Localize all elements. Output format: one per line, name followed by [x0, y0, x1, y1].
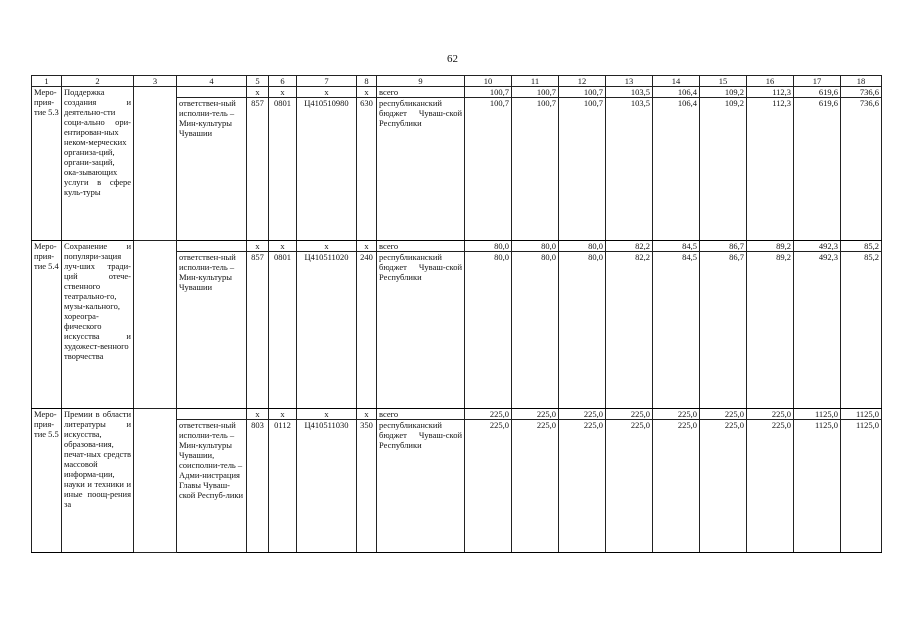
- column-number: 4: [177, 76, 247, 87]
- program-table: [31, 75, 882, 553]
- executor: ответствен-ный исполни-тель – Мин-культуры Чувашии, соисполни-тель – Адми-нистрация Главы Чуваш-ской Респуб-лики: [177, 420, 247, 553]
- amount-cell: 225,0: [747, 409, 794, 420]
- column-number: 10: [465, 76, 512, 87]
- column-number: 16: [747, 76, 794, 87]
- amount-cell: 100,7: [512, 98, 559, 241]
- amount-cell: 1125,0: [794, 420, 841, 553]
- amount-cell: 225,0: [700, 409, 747, 420]
- amount-cell: 1125,0: [841, 409, 882, 420]
- column-number: 13: [606, 76, 653, 87]
- column-number: 7: [297, 76, 357, 87]
- column-number: 1: [32, 76, 62, 87]
- code-cell: x: [247, 409, 269, 420]
- code-cell: 0801: [269, 252, 297, 409]
- code-cell: x: [247, 87, 269, 98]
- code-cell: Ц410510980: [297, 98, 357, 241]
- empty-cell: [134, 409, 177, 553]
- column-number: 14: [653, 76, 700, 87]
- amount-cell: 100,7: [512, 87, 559, 98]
- column-number: 6: [269, 76, 297, 87]
- amount-cell: 225,0: [747, 420, 794, 553]
- amount-cell: 80,0: [465, 241, 512, 252]
- code-cell: x: [357, 409, 377, 420]
- empty-cell: [177, 241, 247, 252]
- measure-number: Меро- прия- тие 5.4: [32, 241, 62, 409]
- funding-source: республиканский бюджет Чуваш-ской Республики: [377, 98, 465, 241]
- code-cell: x: [357, 241, 377, 252]
- column-number: 12: [559, 76, 606, 87]
- amount-cell: 89,2: [747, 241, 794, 252]
- amount-cell: 86,7: [700, 252, 747, 409]
- measure-total-row: [32, 87, 882, 98]
- amount-cell: 225,0: [606, 420, 653, 553]
- amount-cell: 85,2: [841, 252, 882, 409]
- amount-cell: 80,0: [559, 241, 606, 252]
- measure-number: Меро- прия- тие 5.5: [32, 409, 62, 553]
- code-cell: x: [269, 241, 297, 252]
- column-number: 2: [62, 76, 134, 87]
- amount-cell: 84,5: [653, 241, 700, 252]
- measure-total-row: [32, 409, 882, 420]
- amount-cell: 112,3: [747, 98, 794, 241]
- amount-cell: 225,0: [559, 409, 606, 420]
- funding-source: республиканский бюджет Чуваш-ской Республики: [377, 252, 465, 409]
- code-cell: x: [297, 87, 357, 98]
- code-cell: Ц410511030: [297, 420, 357, 553]
- amount-cell: 106,4: [653, 98, 700, 241]
- amount-cell: 112,3: [747, 87, 794, 98]
- amount-cell: 85,2: [841, 241, 882, 252]
- amount-cell: 619,6: [794, 87, 841, 98]
- amount-cell: 225,0: [512, 420, 559, 553]
- amount-cell: 86,7: [700, 241, 747, 252]
- column-number: 18: [841, 76, 882, 87]
- code-cell: Ц410511020: [297, 252, 357, 409]
- funding-source: всего: [377, 409, 465, 420]
- code-cell: x: [269, 409, 297, 420]
- code-cell: 240: [357, 252, 377, 409]
- amount-cell: 82,2: [606, 241, 653, 252]
- amount-cell: 103,5: [606, 98, 653, 241]
- amount-cell: 225,0: [465, 420, 512, 553]
- code-cell: 857: [247, 252, 269, 409]
- code-cell: 857: [247, 98, 269, 241]
- amount-cell: 100,7: [465, 98, 512, 241]
- empty-cell: [177, 87, 247, 98]
- page-number: 62: [447, 53, 458, 65]
- amount-cell: 225,0: [606, 409, 653, 420]
- column-number: 17: [794, 76, 841, 87]
- amount-cell: 492,3: [794, 241, 841, 252]
- amount-cell: 1125,0: [841, 420, 882, 553]
- amount-cell: 225,0: [465, 409, 512, 420]
- amount-cell: 619,6: [794, 98, 841, 241]
- funding-source: всего: [377, 241, 465, 252]
- amount-cell: 82,2: [606, 252, 653, 409]
- measure-name: Сохранение и популяри-зация луч-ших тради-ций отече-ственного театрально-го, музы-кального, хореогра-фического искусства и художест-венного творчества: [62, 241, 134, 409]
- amount-cell: 100,7: [559, 98, 606, 241]
- empty-cell: [134, 87, 177, 241]
- empty-cell: [134, 241, 177, 409]
- amount-cell: 736,6: [841, 87, 882, 98]
- column-number: 15: [700, 76, 747, 87]
- amount-cell: 80,0: [559, 252, 606, 409]
- empty-cell: [177, 409, 247, 420]
- amount-cell: 225,0: [512, 409, 559, 420]
- code-cell: 350: [357, 420, 377, 553]
- amount-cell: 100,7: [559, 87, 606, 98]
- code-cell: x: [297, 409, 357, 420]
- executor: ответствен-ный исполни-тель – Мин-культуры Чувашии: [177, 98, 247, 241]
- measure-total-row: [32, 241, 882, 252]
- column-number: 5: [247, 76, 269, 87]
- amount-cell: 103,5: [606, 87, 653, 98]
- code-cell: 0112: [269, 420, 297, 553]
- amount-cell: 109,2: [700, 87, 747, 98]
- measure-name: Премии в области литературы и искусства, образова-ния, печат-ных средств массовой информа-ции, науки и техники и иные поощ-рения за: [62, 409, 134, 553]
- amount-cell: 1125,0: [794, 409, 841, 420]
- code-cell: 630: [357, 98, 377, 241]
- column-number: 8: [357, 76, 377, 87]
- amount-cell: 84,5: [653, 252, 700, 409]
- code-cell: 0801: [269, 98, 297, 241]
- amount-cell: 225,0: [653, 409, 700, 420]
- amount-cell: 109,2: [700, 98, 747, 241]
- code-cell: x: [247, 241, 269, 252]
- amount-cell: 80,0: [465, 252, 512, 409]
- funding-source: всего: [377, 87, 465, 98]
- amount-cell: 106,4: [653, 87, 700, 98]
- measure-number: Меро- прия- тие 5.3: [32, 87, 62, 241]
- code-cell: 803: [247, 420, 269, 553]
- column-number-row: [32, 76, 882, 87]
- column-number: 9: [377, 76, 465, 87]
- column-number: 11: [512, 76, 559, 87]
- amount-cell: 100,7: [465, 87, 512, 98]
- amount-cell: 225,0: [559, 420, 606, 553]
- code-cell: x: [269, 87, 297, 98]
- amount-cell: 89,2: [747, 252, 794, 409]
- code-cell: x: [297, 241, 357, 252]
- executor: ответствен-ный исполни-тель – Мин-культуры Чувашии: [177, 252, 247, 409]
- amount-cell: 80,0: [512, 252, 559, 409]
- amount-cell: 80,0: [512, 241, 559, 252]
- amount-cell: 225,0: [653, 420, 700, 553]
- amount-cell: 492,3: [794, 252, 841, 409]
- amount-cell: 225,0: [700, 420, 747, 553]
- column-number: 3: [134, 76, 177, 87]
- amount-cell: 736,6: [841, 98, 882, 241]
- measure-name: Поддержка создания и деятельно-сти соци-ально ори-ентирован-ных неком-мерческих организа-ций, органи-заций, ока-зывающих услуги в сфере куль-туры: [62, 87, 134, 241]
- code-cell: x: [357, 87, 377, 98]
- funding-source: республиканский бюджет Чуваш-ской Республики: [377, 420, 465, 553]
